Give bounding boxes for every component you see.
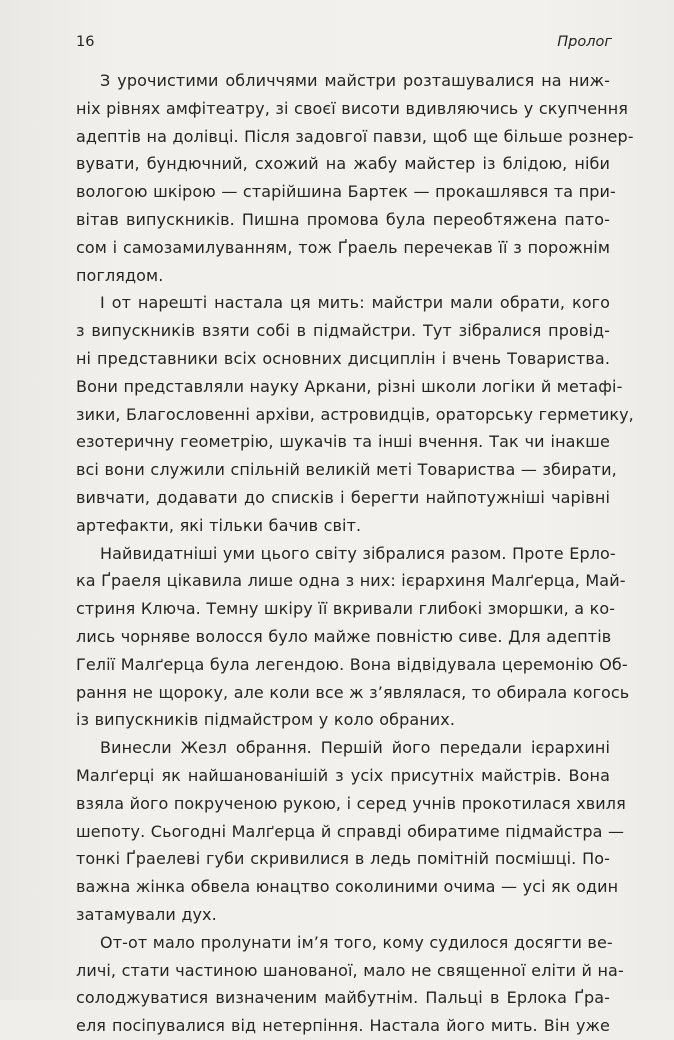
text-line: Винесли Жезл обрання. Першій його передали ієрархині xyxy=(100,738,610,758)
paragraph xyxy=(76,67,634,289)
text-line: І от нарешті настала ця мить: майстри мали обрати, кого xyxy=(100,293,610,313)
text-line: вітав випускників. Пишна промова була переобтяжена пато- xyxy=(76,209,610,229)
text-line: вувати, бундючний, схожий на жабу майстер із блідою, ніби xyxy=(76,154,610,174)
text-line: солоджуватися визначеним майбутнім. Пальці в Ерлока Ґра- xyxy=(76,988,610,1008)
text-line: з випускників взяти собі в підмайстри. Тут зібралися провід- xyxy=(76,321,610,341)
paragraph xyxy=(76,289,634,539)
text-line: вивчати, додавати до списків і берегти найпотужніші чарівні xyxy=(76,487,610,507)
text-line: Вони представляли науку Аркани, різні школи логіки й метафі- xyxy=(76,376,623,396)
text-line: стриня Ключа. Темну шкіру її вкривали глибокі зморшки, а ко- xyxy=(76,599,616,619)
text-line: езотеричну геометрію, шукачів та інші вчення. Так чи інакше xyxy=(76,432,610,452)
paragraph xyxy=(76,929,624,1040)
paragraph xyxy=(76,734,626,929)
text-line: затамували дух. xyxy=(76,904,217,924)
text-line: рання не щороку, але коли все ж з’являлася, то обирала когось xyxy=(76,682,630,702)
text-line: ніх рівнях амфітеатру, зі своєї висоти вдивляючись у скупчення xyxy=(76,98,628,118)
text-line: З урочистими обличчями майстри розташувалися на ниж- xyxy=(100,71,610,90)
text-line: всі вони служили спільній великій меті Товариства — збирати, xyxy=(76,460,617,480)
text-line: Гелії Малґерца була легендою. Вона відвідувала церемонію Об- xyxy=(76,654,628,674)
text-line: адептів на долівці. Після задовгої павзи, щоб ще більше рознер- xyxy=(76,126,634,146)
text-line: сом і самозамилуванням, тож Ґраель перечекав її з порожнім xyxy=(76,237,610,257)
text-line: шепоту. Сьогодні Малґерца й справді обиратиме підмайстра — xyxy=(76,821,625,841)
text-line: важна жінка обвела юнацтво соколиними очима — усі як один xyxy=(76,877,619,897)
text-line: поглядом. xyxy=(76,265,164,285)
text-line: взяла його покрученою рукою, і серед учнів прокотилася хвиля xyxy=(76,793,626,813)
text-line: зики, Благословенні архіви, астровидців, ораторську герметику, xyxy=(76,404,634,424)
text-line: От-от мало пролунати ім’я того, кому судилося досягти ве- xyxy=(100,932,613,952)
text-line: тонкі Ґраелеві губи скривилися в ледь помітній посмішці. По- xyxy=(76,849,610,869)
page-header xyxy=(76,34,612,56)
paragraph xyxy=(76,540,630,735)
text-line: личі, стати частиною шанованої, мало не священної еліти й на- xyxy=(76,960,624,980)
text-line: із випускників підмайстром у коло обраних. xyxy=(76,710,456,730)
text-line: еля посіпувалися від нетерпіння. Настала його мить. Він уже xyxy=(76,1016,610,1036)
page-number: 16 xyxy=(76,34,95,50)
text-line: артефакти, які тільки бачив світ. xyxy=(76,515,362,535)
text-line: лись чорняве волосся було майже повністю сиве. Для адептів xyxy=(76,626,612,646)
text-line: ка Ґраеля цікавила лише одна з них: ієрархиня Малґерца, Май- xyxy=(76,571,626,591)
body-text xyxy=(76,67,634,1040)
text-line: Найвидатніші уми цього світу зібралися разом. Проте Ерло- xyxy=(100,543,616,563)
text-line: ні представники всіх основних дисциплін і вчень Товариства. xyxy=(76,348,610,368)
text-line: Малґерці як найшанованішій з усіх присутніх майстрів. Вона xyxy=(76,765,610,785)
text-line: вологою шкірою — старійшина Бартек — прокашлявся та при- xyxy=(76,182,616,202)
running-title: Пролог xyxy=(557,34,612,50)
